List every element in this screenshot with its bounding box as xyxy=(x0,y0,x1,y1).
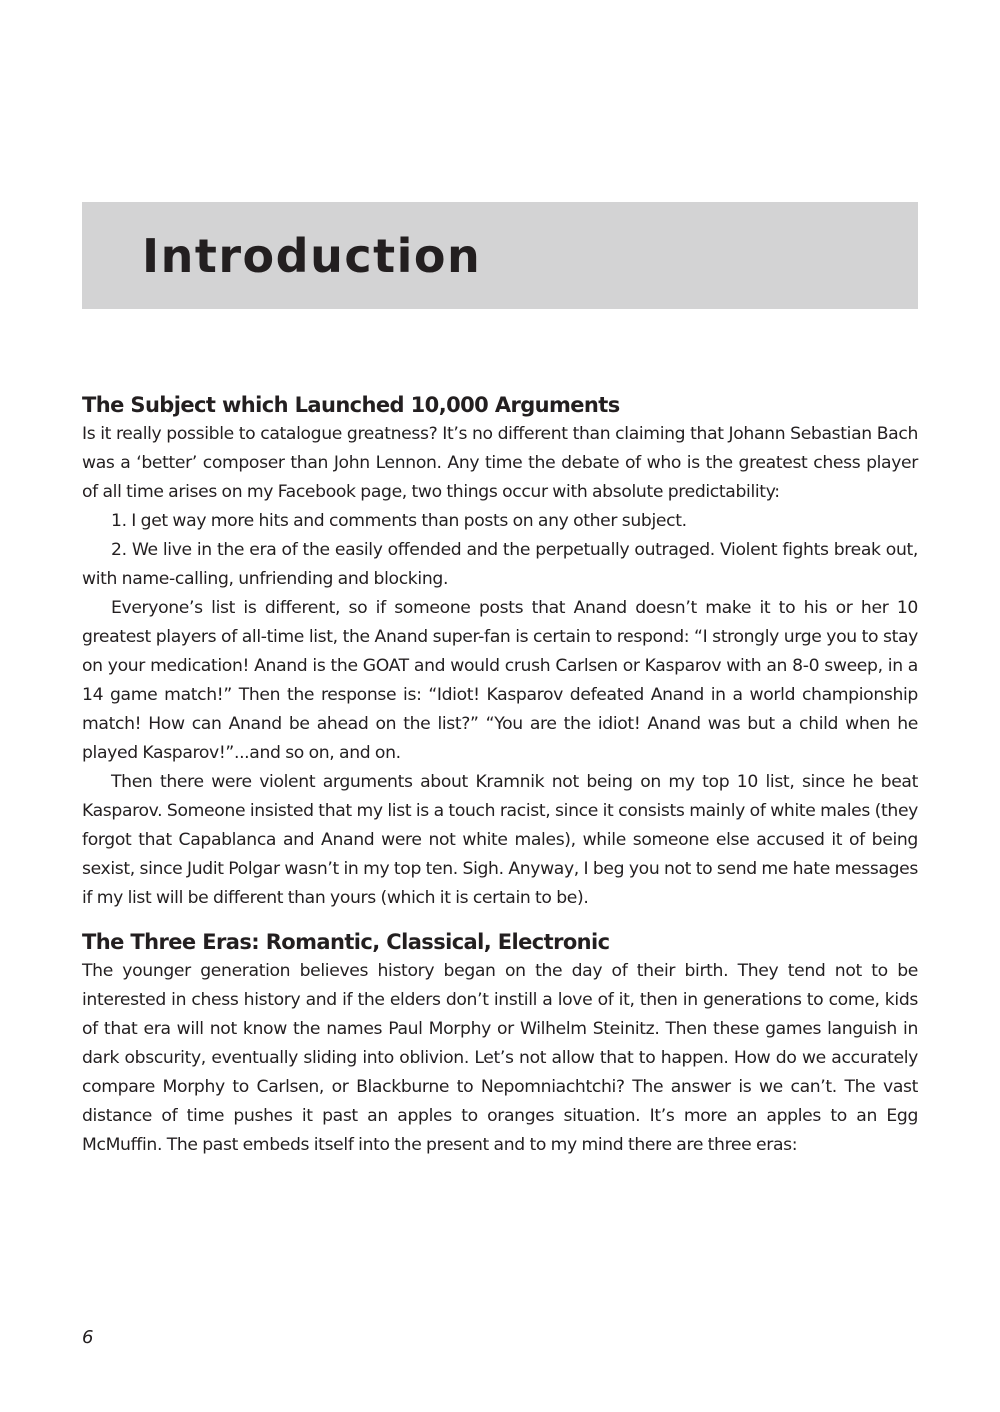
paragraph: Everyone’s list is different, so if someone posts that Anand doesn’t make it to his or her 10 greatest players of all-time list, the Anand super-fan is certain to respond: “I strongly urge you to stay on your medication! Anand is the GOAT and would crush Carlsen or Kasparov with an 8-0 sweep, in a 14 game match!” Then the response is: “Idiot! Kasparov defeated Anand in a world championship match! How can Anand be ahead on the list?” “You are the idiot! Anand was but a child when he played Kasparov!”...and so on, and on. xyxy=(82,598,918,763)
paragraph: Is it really possible to catalogue greatness? It’s no different than claiming that Johann Sebastian Bach was a ‘better’ composer than John Lennon. Any time the debate of who is the greatest chess player of all time arises on my Facebook page, two things occur with absolute predictability: xyxy=(82,424,918,502)
list-item: 2. We live in the era of the easily offended and the perpetually outraged. Violent fights break out, with name-calling, unfriending and blocking. xyxy=(82,540,918,589)
paragraph: The younger generation believes history began on the day of their birth. They tend not to be interested in chess history and if the elders don’t instill a love of it, then in generations to come, kids of that era will not know the names Paul Morphy or Wilhelm Steinitz. Then these games languish in dark obscurity, eventually sliding into oblivion. Let’s not allow that to happen. How do we accurately compare Morphy to Carlsen, or Blackburne to Nepomniachtchi? The answer is we can’t. The vast distance of time pushes it past an apples to oranges situation. It’s more an apples to an Egg McMuffin. The past embeds itself into the present and to my mind there are three eras: xyxy=(82,961,918,1155)
page-body xyxy=(82,390,918,1160)
page-number: 6 xyxy=(82,1327,94,1348)
section-heading-arguments: The Subject which Launched 10,000 Arguments xyxy=(82,393,620,417)
list-item: 1. I get way more hits and comments than posts on any other subject. xyxy=(111,511,687,531)
section-heading-three-eras: The Three Eras: Romantic, Classical, Electronic xyxy=(82,930,610,954)
paragraph: Then there were violent arguments about Kramnik not being on my top 10 list, since he beat Kasparov. Someone insisted that my list is a touch racist, since it consists mainly of white males (they forgot that Capablanca and Anand were not white males), while someone else accused it of being sexist, since Judit Polgar wasn’t in my top ten. Sigh. Anyway, I beg you not to send me hate messages if my list will be different than yours (which it is certain to be). xyxy=(82,772,918,908)
chapter-title: Introduction xyxy=(142,229,482,283)
chapter-banner xyxy=(82,202,918,309)
